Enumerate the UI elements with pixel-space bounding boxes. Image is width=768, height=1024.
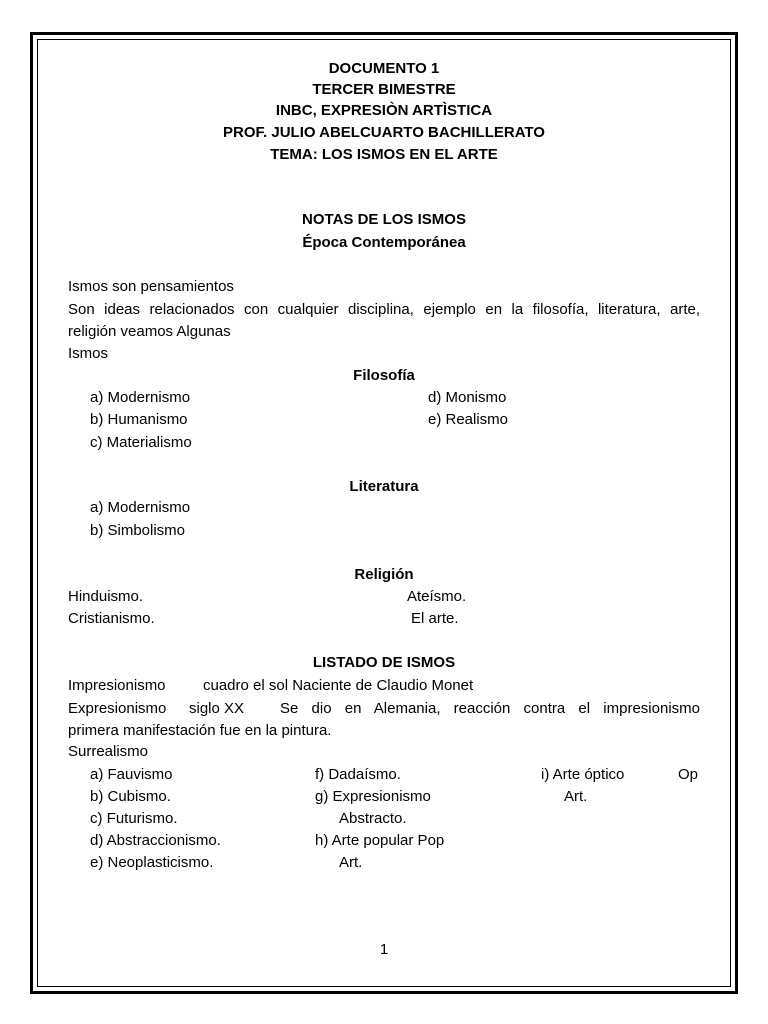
listado-heading: LISTADO DE ISMOS xyxy=(312,654,456,671)
religion-item: El arte. xyxy=(411,610,459,627)
religion-item: Cristianismo. xyxy=(68,610,155,627)
doc-title: DOCUMENTO 1 xyxy=(328,60,440,77)
list-item: a) Fauvismo xyxy=(90,766,173,783)
list-item: Op xyxy=(678,766,699,783)
listado-surrealismo: Surrealismo xyxy=(68,743,149,760)
list-item: e) Realismo xyxy=(428,411,509,428)
religion-heading: Religión xyxy=(354,566,414,583)
list-item: c) Materialismo xyxy=(90,434,192,451)
list-item: Art. xyxy=(339,854,363,871)
list-item: f) Dadaísmo. xyxy=(315,766,401,783)
page-number: 1 xyxy=(379,941,389,958)
list-item: g) Expresionismo xyxy=(315,788,431,805)
list-item: i) Arte óptico xyxy=(541,766,625,783)
list-item: h) Arte popular Pop xyxy=(315,832,445,849)
intro-line-1: Ismos son pensamientos xyxy=(68,278,234,295)
list-item: b) Simbolismo xyxy=(90,522,186,539)
doc-topic: TEMA: LOS ISMOS EN EL ARTE xyxy=(270,146,498,163)
list-item: Abstracto. xyxy=(339,810,407,827)
list-item: a) Modernismo xyxy=(90,389,191,406)
intro-line-3: religión veamos Algunas xyxy=(68,323,231,340)
list-item: a) Modernismo xyxy=(90,499,191,516)
doc-course: INBC, EXPRESIÒN ARTÌSTICA xyxy=(275,102,493,119)
listado-expresionismo: Expresionismo xyxy=(68,700,167,717)
literatura-heading: Literatura xyxy=(349,478,419,495)
religion-item: Ateísmo. xyxy=(407,588,467,605)
listado-impresionismo-desc: cuadro el sol Naciente de Claudio Monet xyxy=(203,677,474,694)
list-item: b) Humanismo xyxy=(90,411,188,428)
listado-expresionismo-cont: primera manifestación fue en la pintura. xyxy=(68,722,332,739)
list-item: b) Cubismo. xyxy=(90,788,171,805)
doc-teacher: PROF. JULIO ABELCUARTO BACHILLERATO xyxy=(223,124,545,141)
notes-subtitle: Época Contemporánea xyxy=(302,234,466,251)
listado-expresionismo-siglo: siglo XX xyxy=(189,700,245,717)
list-item: c) Futurismo. xyxy=(90,810,178,827)
filosofia-heading: Filosofía xyxy=(353,367,415,384)
list-item: Art. xyxy=(564,788,588,805)
list-item: d) Abstraccionismo. xyxy=(90,832,221,849)
listado-expresionismo-desc: Se dio en Alemania, reacción contra el impresionismo xyxy=(280,700,700,717)
intro-line-4: Ismos xyxy=(68,345,109,362)
listado-impresionismo: Impresionismo xyxy=(68,677,166,694)
intro-line-2: Son ideas relacionados con cualquier disciplina, ejemplo en la filosofía, literatura, arte, xyxy=(68,301,700,318)
list-item: d) Monismo xyxy=(428,389,507,406)
list-item: e) Neoplasticismo. xyxy=(90,854,214,871)
religion-item: Hinduismo. xyxy=(68,588,144,605)
notes-title: NOTAS DE LOS ISMOS xyxy=(302,211,466,228)
doc-term: TERCER BIMESTRE xyxy=(312,81,456,98)
